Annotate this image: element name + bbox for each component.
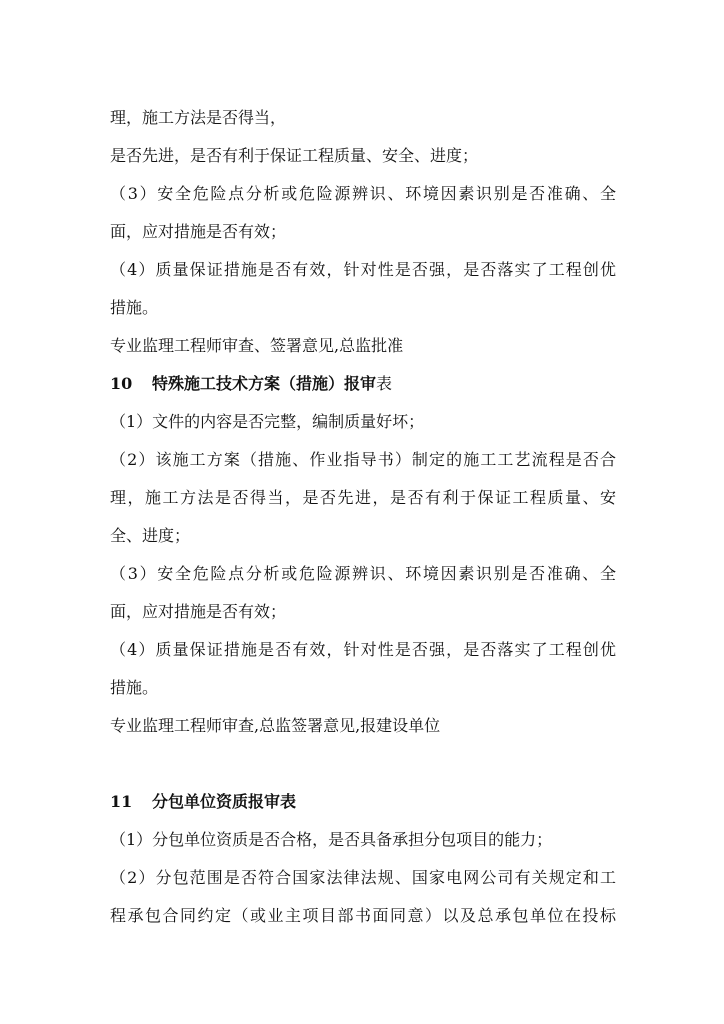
paragraph-line: 面，应对措施是否有效； bbox=[110, 222, 287, 241]
paragraph-line: 措施。 bbox=[110, 678, 159, 697]
paragraph-line: 专业监理工程师审查,总监签署意见,报建设单位 bbox=[110, 716, 441, 735]
paragraph-line: 措施。 bbox=[110, 298, 159, 317]
paragraph-line: 理，施工方法是否得当，是否先进，是否有利于保证工程质量、安 bbox=[110, 488, 616, 507]
paragraph-line: 面，应对措施是否有效； bbox=[110, 602, 287, 621]
section-number: 10 bbox=[110, 374, 133, 393]
paragraph-line: （2）分包范围是否符合国家法律法规、国家电网公司有关规定和工 bbox=[110, 868, 616, 887]
section-11-heading bbox=[110, 792, 296, 812]
paragraph-line: 程承包合同约定（或业主项目部书面同意）以及总承包单位在投标 bbox=[110, 906, 616, 925]
section-number: 11 bbox=[110, 792, 133, 811]
paragraph-line: （3）安全危险点分析或危险源辨识、环境因素识别是否准确、全 bbox=[110, 184, 616, 203]
paragraph-line: （3）安全危险点分析或危险源辨识、环境因素识别是否准确、全 bbox=[110, 564, 616, 583]
section-title: 分包单位资质报审表 bbox=[152, 792, 297, 811]
paragraph-line: 专业监理工程师审查、签署意见,总监批准 bbox=[110, 336, 404, 355]
paragraph-line: （4）质量保证措施是否有效，针对性是否强，是否落实了工程创优 bbox=[110, 640, 616, 659]
paragraph-line: （1）文件的内容是否完整，编制质量好坏； bbox=[110, 412, 425, 431]
section-10-heading bbox=[110, 374, 392, 394]
section-title: 特殊施工技术方案（措施）报审 bbox=[152, 374, 377, 393]
paragraph-line: 是否先进，是否有利于保证工程质量、安全、进度； bbox=[110, 146, 479, 165]
paragraph-line: （2）该施工方案（措施、作业指导书）制定的施工工艺流程是否合 bbox=[110, 450, 616, 469]
paragraph-line: （1）分包单位资质是否合格，是否具备承担分包项目的能力； bbox=[110, 830, 553, 849]
paragraph-line: 理，施工方法是否得当， bbox=[110, 108, 287, 127]
paragraph-line: （4）质量保证措施是否有效，针对性是否强，是否落实了工程创优 bbox=[110, 260, 616, 279]
paragraph-line: 全、进度； bbox=[110, 526, 191, 545]
section-title-tail: 表 bbox=[376, 374, 393, 393]
